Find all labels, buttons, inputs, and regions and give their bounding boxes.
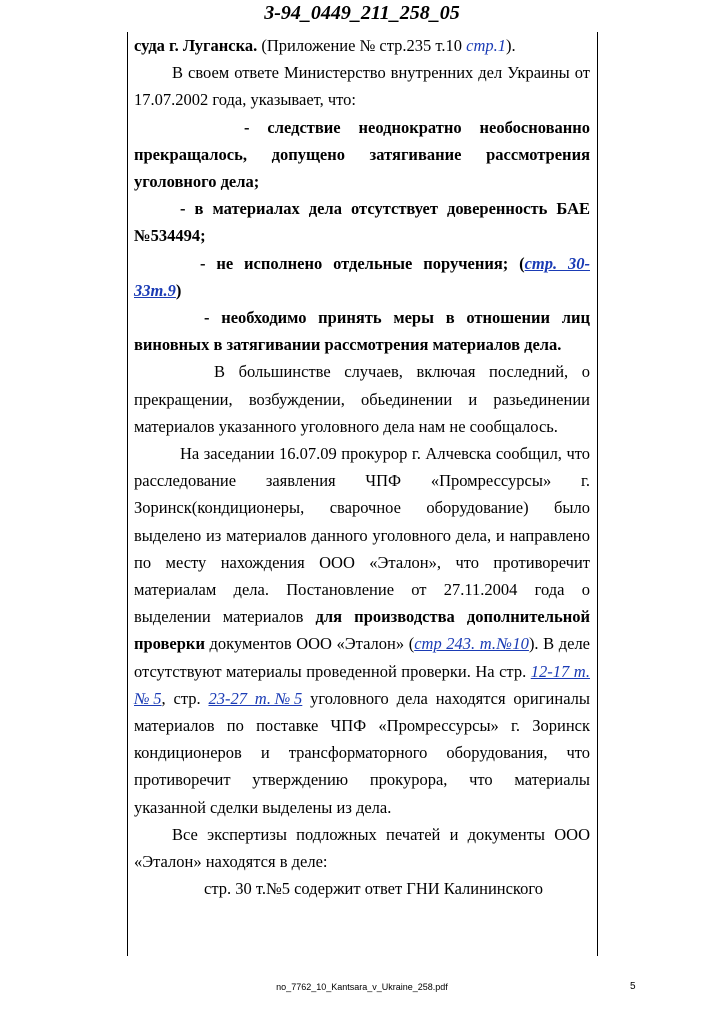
- paragraph-6: - необходимо принять меры в отношении лиц виновных в затягивании рассмотрения материалов дела.: [134, 308, 590, 355]
- paragraph-5-end: ): [175, 280, 182, 300]
- paragraph-3: - следствие неоднократно необоснованно прекращалось, допущено затягивание рассмотрения уголовного дела;: [134, 117, 590, 192]
- paragraph-10: стр. 30 т.№5 содержит ответ ГНИ Калининского: [204, 879, 543, 899]
- paragraph-4: - в материалах дела отсутствует доверенность БАЕ №534494;: [134, 199, 590, 246]
- document-header-title: 3-94_0449_211_258_05: [264, 2, 460, 24]
- paragraph-2: В своем ответе Министерство внутренних дел Украины от 17.07.2002 года, указывает, что:: [134, 63, 590, 110]
- paragraph-8-text: документов ООО «Эталон» (: [204, 634, 415, 654]
- paragraph-8-text: ). В деле отсутствуют материалы проведенной проверки. На стр.: [134, 634, 590, 681]
- footer-filename: no_7762_10_Kantsara_v_Ukraine_258.pdf: [276, 982, 448, 992]
- paragraph-9: Все экспертизы подложных печатей и документы ООО «Эталон» находятся в деле:: [134, 824, 590, 872]
- page-reference-link[interactable]: 23-27 т.№5: [208, 688, 303, 708]
- left-margin-line: [127, 32, 128, 956]
- paragraph-8-text: уголовного дела находятся оригиналы материалов по поставке ЧПФ «Промрессурсы» г. Зоринск кондиционеров и трансформаторного оборудования, что противоречит утверждению прокурора, что материалы указанной сделки выделены из дела.: [134, 688, 590, 817]
- page-reference-link[interactable]: стр. 30-33т.9: [134, 253, 590, 300]
- right-margin-line: [597, 32, 598, 956]
- paragraph-1-text: (Приложение № стр.235 т.10: [257, 36, 467, 55]
- paragraph-1-end: ).: [506, 36, 516, 55]
- bold-phrase: для производства дополнительной проверки: [134, 607, 590, 654]
- page-reference-link[interactable]: стр.1: [466, 36, 507, 55]
- paragraph-8-text: На заседании 16.07.09 прокурор г. Алчевска сообщил, что расследование заявления ЧПФ «Промрессурсы» г. Зоринск(кондиционеры, сварочное оборудование) было выделено из материалов данного уголовного дела, и направлено по месту нахождения ООО «Эталон», что противоречит материалам дела. Постановление от 27.11.2004 года о выделении материалов: [134, 444, 590, 627]
- document-body: [134, 32, 590, 903]
- paragraph-8-text: , стр.: [161, 688, 209, 708]
- paragraph-1: [134, 32, 590, 59]
- page-reference-link[interactable]: стр 243. т.№10: [414, 634, 529, 654]
- page-reference-link[interactable]: 12-17 т.№5: [134, 661, 590, 708]
- paragraph-5-text: - не исполнено отдельные поручения; (: [200, 253, 525, 273]
- paragraph-7: В большинстве случаев, включая последний, о прекращении, возбуждении, обьединении и разьединении материалов указанного уголовного дела нам не сообщалось.: [134, 362, 590, 436]
- page-number: 5: [630, 981, 636, 992]
- paragraph-5: [134, 250, 590, 304]
- court-name: суда г. Луганска.: [134, 36, 258, 55]
- paragraph-8: [134, 440, 590, 821]
